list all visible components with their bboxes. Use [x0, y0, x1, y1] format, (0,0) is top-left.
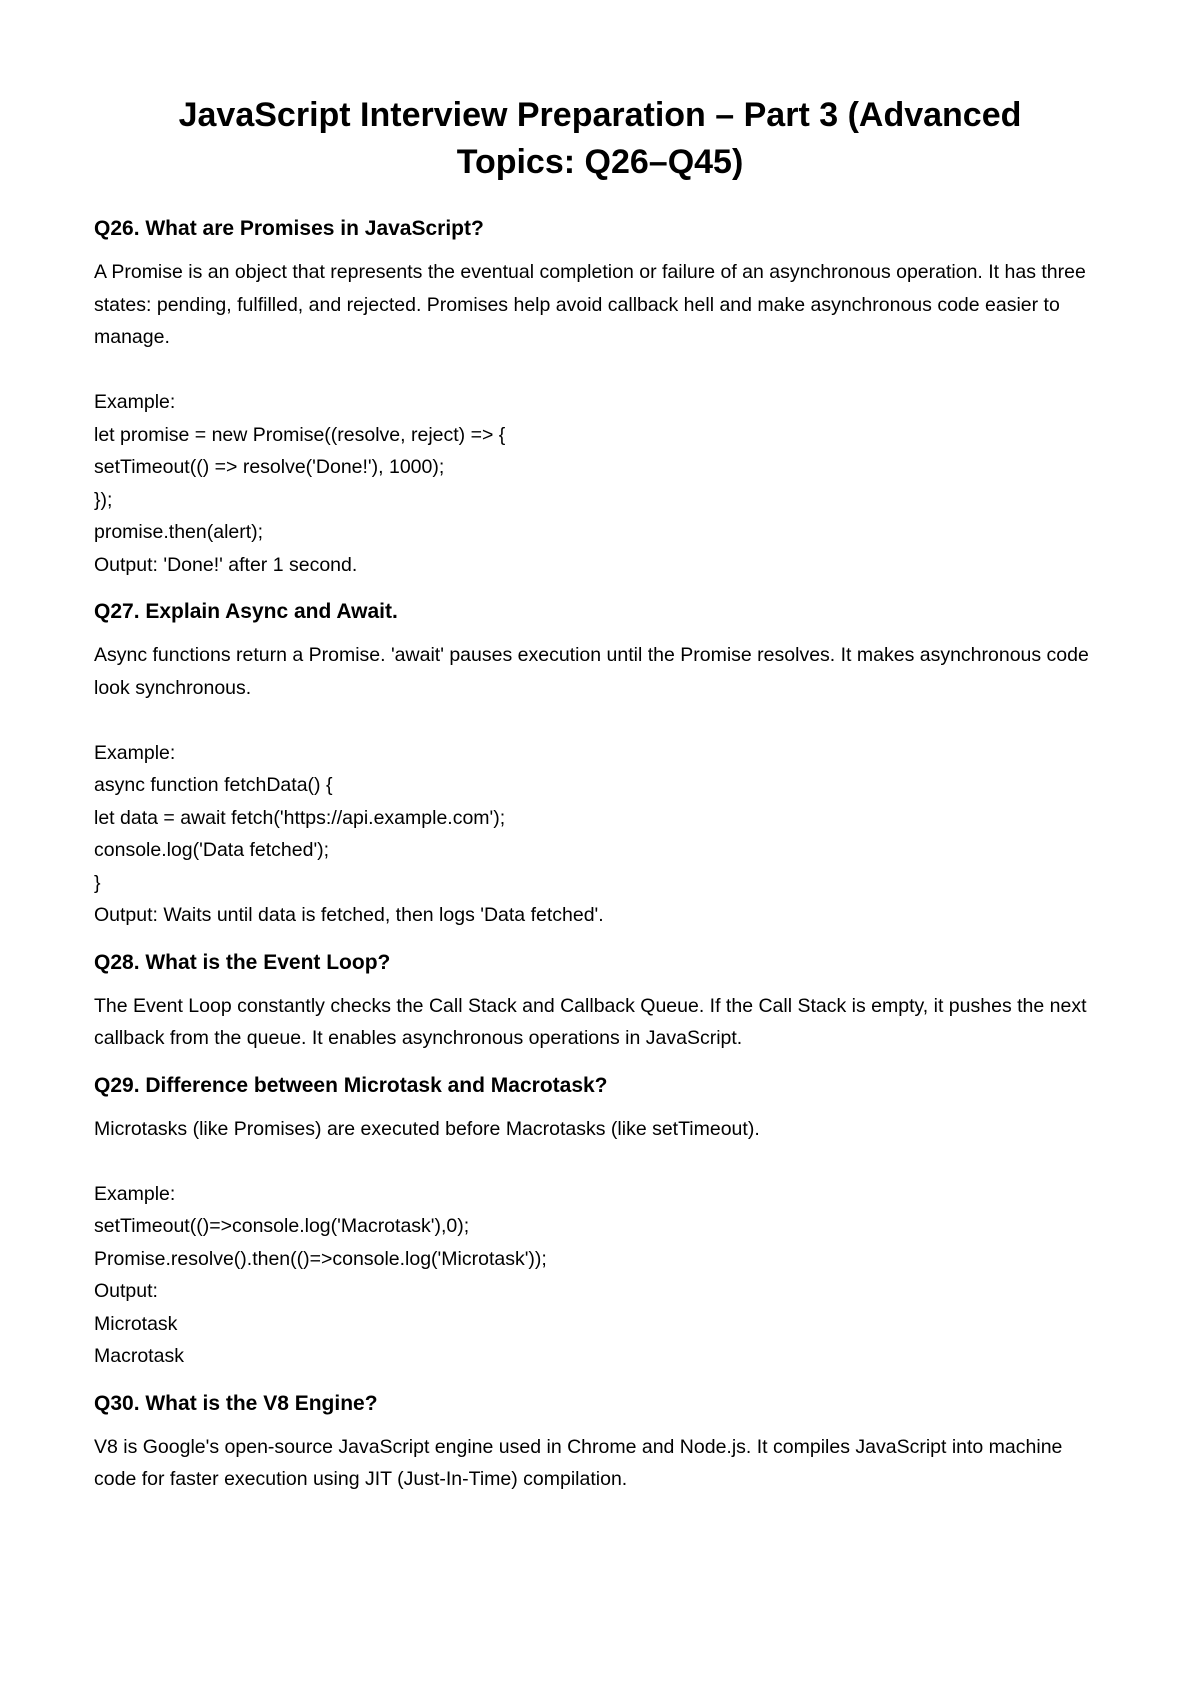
example-line: let data = await fetch('https://api.example.com');: [94, 806, 506, 829]
example-line: Output:: [94, 1280, 158, 1302]
question-heading: Q29. Difference between Microtask and Macrotask?: [94, 1073, 608, 1097]
question-answer: V8 is Google's open-source JavaScript engine used in Chrome and Node.js. It compiles JavaScript into machine code for faster execution using JIT (Just-In-Time) compilation.: [94, 1435, 1063, 1490]
example-line: }: [94, 871, 101, 894]
code-example: [94, 1178, 1106, 1373]
example-line: async function fetchData() {: [94, 774, 333, 796]
question-heading: Q30. What is the V8 Engine?: [94, 1391, 378, 1415]
question-answer: Async functions return a Promise. 'await' pauses execution until the Promise resolves. It makes asynchronous code look synchronous.: [94, 644, 1089, 699]
question-heading: Q28. What is the Event Loop?: [94, 950, 391, 974]
example-line: Macrotask: [94, 1345, 184, 1367]
example-line: Promise.resolve().then(()=>console.log('Microtask'));: [94, 1247, 547, 1270]
example-line: Example:: [94, 391, 176, 413]
question-answer: The Event Loop constantly checks the Call Stack and Callback Queue. If the Call Stack is empty, it pushes the next callback from the queue. It enables asynchronous operations in JavaScript.: [94, 994, 1087, 1049]
page-title: JavaScript Interview Preparation – Part 3 (Advanced Topics: Q26–Q45): [178, 96, 1022, 181]
example-line: Example:: [94, 741, 176, 764]
example-line: Example:: [94, 1182, 176, 1205]
question-q28: [94, 948, 1106, 1055]
code-example: [94, 737, 1106, 932]
example-line: let promise = new Promise((resolve, reject) => {: [94, 423, 506, 446]
question-q27: [94, 597, 1106, 932]
example-line: setTimeout(()=>console.log('Macrotask'),0);: [94, 1215, 470, 1237]
example-line: Output: Waits until data is fetched, then logs 'Data fetched'.: [94, 904, 604, 926]
example-line: promise.then(alert);: [94, 521, 264, 543]
question-heading: Q26. What are Promises in JavaScript?: [94, 217, 484, 240]
question-answer: A Promise is an object that represents the eventual completion or failure of an asynchronous operation. It has three states: pending, fulfilled, and rejected. Promises help avoid callback hell and make asynchronous code easier to manage.: [94, 261, 1086, 348]
code-example: [94, 386, 1106, 581]
example-line: Output: 'Done!' after 1 second.: [94, 553, 358, 576]
example-line: console.log('Data fetched');: [94, 839, 330, 861]
question-heading: Q27. Explain Async and Await.: [94, 600, 398, 623]
question-q26: [94, 214, 1106, 581]
example-line: });: [94, 488, 113, 511]
question-answer: Microtasks (like Promises) are executed before Macrotasks (like setTimeout).: [94, 1117, 760, 1140]
example-line: Microtask: [94, 1312, 178, 1335]
example-line: setTimeout(() => resolve('Done!'), 1000);: [94, 456, 445, 478]
question-q30: [94, 1389, 1106, 1496]
question-q29: [94, 1071, 1106, 1373]
